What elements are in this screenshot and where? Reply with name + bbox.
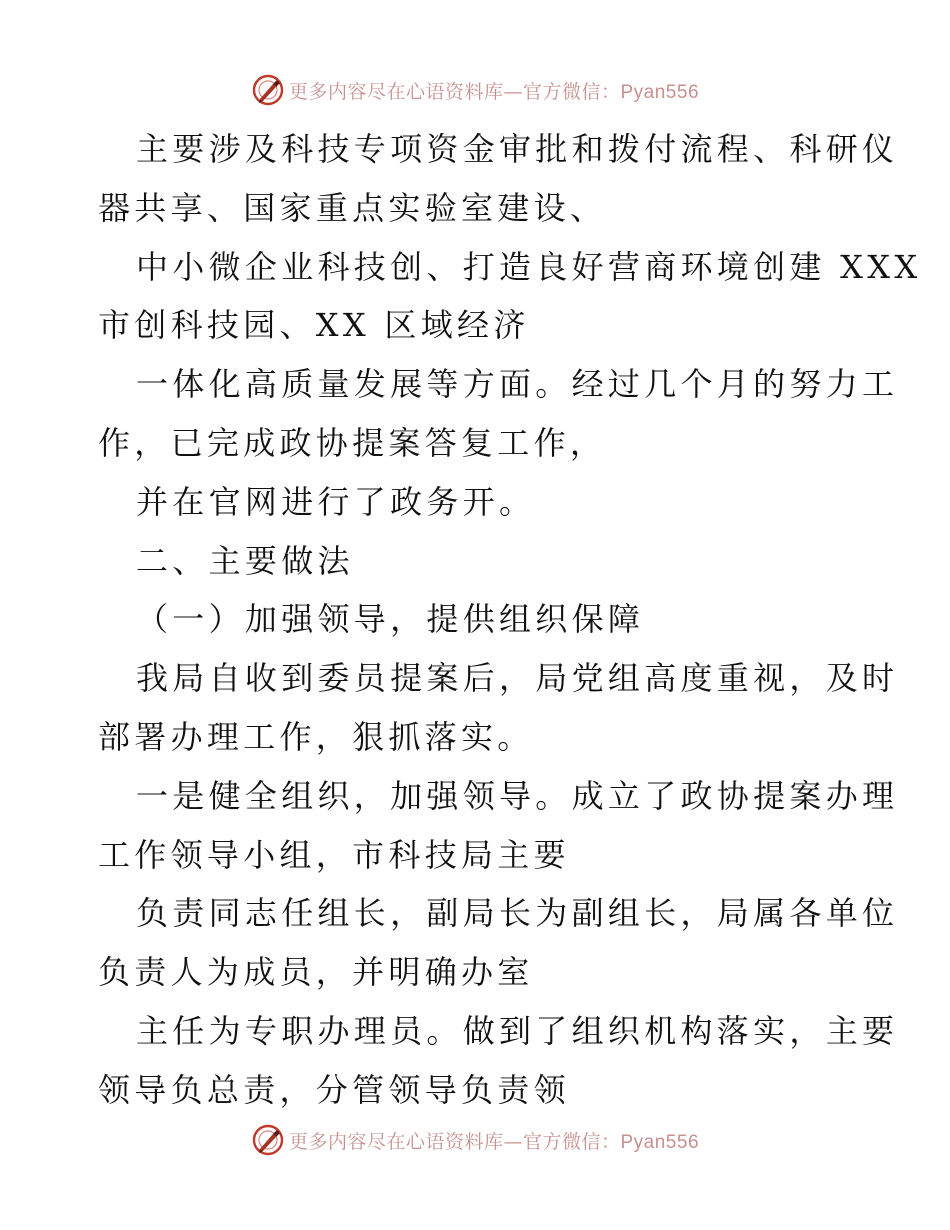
watermark-handle: Pyan556 bbox=[620, 81, 700, 103]
text-line: 主要涉及科技专项资金审批和拨付流程、科研仪 bbox=[136, 130, 899, 168]
watermark-footer bbox=[0, 1120, 950, 1160]
text-line: 负责同志任组长，副局长为副组长，局属各单位 bbox=[136, 894, 899, 933]
text-line: 领导负总责，分管领导负责领 bbox=[98, 1070, 570, 1109]
text-line: 二、主要做法 bbox=[136, 541, 354, 580]
pen-logo-icon bbox=[251, 1123, 285, 1157]
text-line: 我局自收到委员提案后，局党组高度重视，及时 bbox=[136, 659, 899, 698]
text-line: 负责人为成员，并明确办室 bbox=[98, 953, 534, 992]
document-body bbox=[98, 120, 922, 1120]
watermark-header bbox=[0, 70, 950, 110]
pen-logo-icon bbox=[251, 73, 285, 107]
text-line: 工作领导小组，市科技局主要 bbox=[98, 835, 570, 874]
text-line: 主任为专职办理员。做到了组织机构落实，主要 bbox=[136, 1011, 899, 1050]
watermark-text: 更多内容尽在心语资料库—官方微信：Pyan556 bbox=[288, 1130, 700, 1153]
watermark-text: 更多内容尽在心语资料库—官方微信：Pyan556 bbox=[288, 80, 700, 103]
text-line: 市创科技园、XX 区域经济 bbox=[98, 306, 530, 345]
text-line: 并在官网进行了政务开。 bbox=[136, 482, 536, 521]
text-line: 一体化高质量发展等方面。经过几个月的努力工 bbox=[136, 365, 899, 404]
text-line: 作，已完成政协提案答复工作， bbox=[98, 423, 607, 462]
text-line: 器共享、国家重点实验室建设、 bbox=[98, 188, 607, 227]
text-line: （一）加强领导，提供组织保障 bbox=[136, 600, 645, 639]
text-line: 中小微企业科技创、打造良好营商环境创建 XXX bbox=[136, 247, 922, 286]
watermark-handle: Pyan556 bbox=[620, 1131, 700, 1153]
text-line: 部署办理工作，狠抓落实。 bbox=[98, 717, 534, 756]
text-line: 一是健全组织，加强领导。成立了政协提案办理 bbox=[136, 776, 899, 815]
